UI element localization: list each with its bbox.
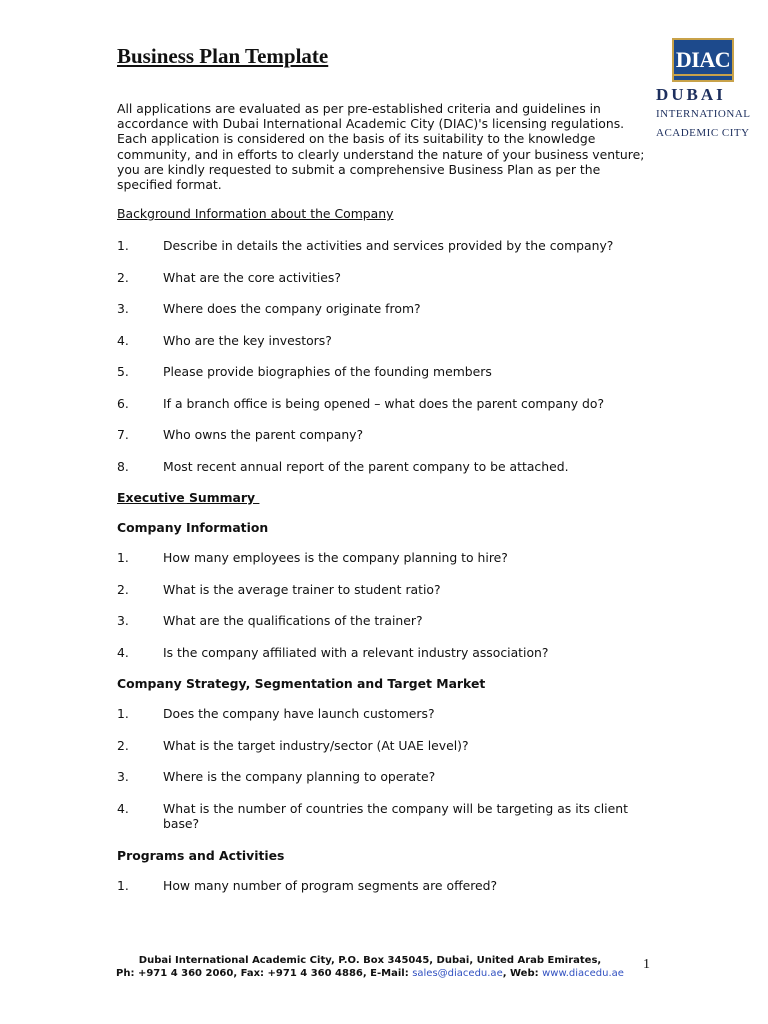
list-item [117,333,677,349]
item-number: 1. [117,706,129,721]
item-number: 3. [117,301,129,316]
item-number: 8. [117,458,129,474]
item-number: 7. [117,427,129,442]
item-text: How many number of program segments are offered? [163,877,498,893]
list-item [117,645,677,661]
item-text: Most recent annual report of the parent company to be attached. [163,458,569,474]
list-item [117,582,677,598]
logo-stripe [674,74,732,76]
item-number: 1. [117,877,129,893]
page-footer [0,954,740,980]
strategy-heading: Company Strategy, Segmentation and Target Market [117,676,486,691]
executive-summary-heading: Executive Summary [117,490,260,505]
website-link[interactable]: www.diacedu.ae [542,968,624,979]
list-item [117,769,677,785]
email-link[interactable]: sales@diacedu.ae [412,968,503,979]
strategy-list [117,706,677,832]
item-number: 4. [117,644,129,660]
background-heading: Background Information about the Company [117,206,394,221]
programs-heading: Programs and Activities [117,847,285,863]
footer-web-label: , Web: [502,968,543,979]
item-number: 2. [117,737,129,753]
item-text: What is the average trainer to student ratio? [163,581,441,597]
item-text: Where is the company planning to operate? [163,769,436,784]
background-list [117,238,677,474]
list-item [117,550,677,566]
item-number: 3. [117,613,129,628]
item-text: What is the target industry/sector (At UAE level)? [163,737,469,753]
list-item [117,801,677,832]
item-number: 1. [117,238,129,253]
logo-international: INTERNATIONAL [656,108,751,120]
item-text: Who owns the parent company? [163,427,364,442]
item-text: What are the core activities? [163,269,341,285]
footer-contact [0,967,740,980]
logo-academic-city: ACADEMIC CITY [656,127,750,139]
page-number: 1 [643,957,650,972]
item-text: Describe in details the activities and services provided by the company? [163,238,614,253]
list-item [117,364,677,380]
item-number: 2. [117,269,129,285]
item-number: 2. [117,581,129,597]
document-body [117,206,677,909]
diac-logo [656,38,756,143]
item-text: Who are the key investors? [163,332,332,348]
item-number: 1. [117,550,129,565]
item-text: Please provide biographies of the founding members [163,364,492,379]
footer-address: Dubai International Academic City, P.O. Box 345045, Dubai, United Arab Emirates, [138,955,602,966]
list-item [117,301,677,317]
item-text: How many employees is the company planning to hire? [163,550,508,565]
item-number: 5. [117,364,129,379]
item-text: What is the number of countries the company will be targeting as its client base? [163,800,628,831]
item-number: 6. [117,395,129,411]
diac-logo-badge [672,38,734,82]
item-text: Is the company affiliated with a relevant industry association? [163,644,549,660]
item-text: If a branch office is being opened – what does the parent company do? [163,395,605,411]
item-number: 4. [117,800,129,816]
item-text: What are the qualifications of the trainer? [163,613,423,628]
footer-phone: Ph: +971 4 360 2060, Fax: +971 4 360 4886, E-Mail: [116,968,413,979]
company-info-list [117,550,677,660]
item-text: Does the company have launch customers? [163,706,435,721]
list-item [117,270,677,286]
item-text: Where does the company originate from? [163,301,421,316]
item-number: 4. [117,332,129,348]
list-item [117,613,677,629]
list-item [117,396,677,412]
intro-paragraph: All applications are evaluated as per pre-established criteria and guidelines in accordance with Dubai International Academic City (DIAC)'s licensing regulations. Each application is considered on the basis of its suitability to the knowledge community, and in efforts to clearly understand the nature of your business venture; you are kindly requested to submit a comprehensive Business Plan as per the specified format. [117,101,645,193]
list-item [117,238,677,254]
programs-list [117,878,677,894]
list-item [117,459,677,475]
list-item [117,427,677,443]
logo-acronym: DIAC [675,47,731,72]
logo-dubai: DUBAI [656,85,726,104]
company-info-heading: Company Information [117,520,269,535]
list-item [117,738,677,754]
list-item [117,878,677,894]
page-title: Business Plan Template [117,44,329,68]
item-number: 3. [117,769,129,784]
list-item [117,706,677,722]
